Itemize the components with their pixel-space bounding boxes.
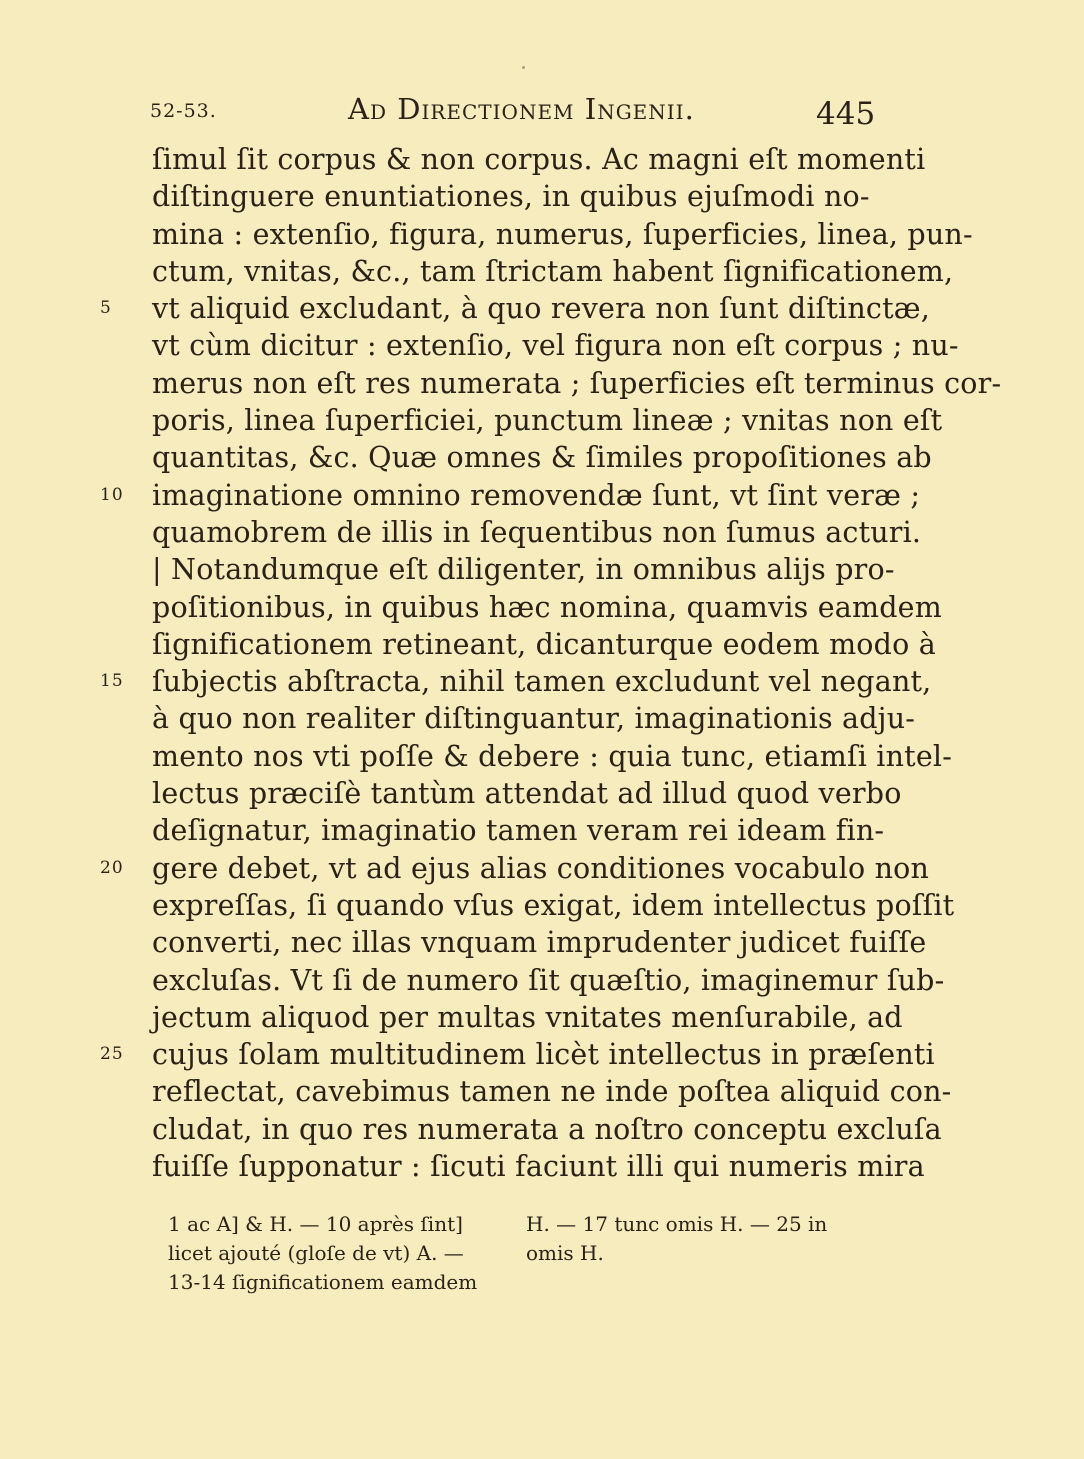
text-line <box>152 700 916 737</box>
text-line <box>152 812 885 849</box>
line-text: poſitionibus, in quibus hæc nomina, quamvis eamdem <box>152 590 942 624</box>
text-line <box>152 402 943 439</box>
line-text: à quo non realiter diſtinguantur, imaginationis adju- <box>152 702 916 736</box>
line-text: poris, linea ſuperficiei, punctum lineæ ; vnitas non eſt <box>152 404 943 438</box>
text-line <box>152 738 953 775</box>
line-text: ſimul ſit corpus & non corpus. Ac magni eſt momenti <box>152 143 926 176</box>
text-line <box>152 924 927 961</box>
line-number: 15 <box>100 671 124 692</box>
line-text: mina : extenſio, figura, numerus, ſuperficies, linea, pun- <box>152 217 973 251</box>
text-line <box>100 663 932 700</box>
text-line <box>152 178 870 215</box>
line-text: reflectat, cavebimus tamen ne inde poſtea aliquid con- <box>152 1075 952 1109</box>
line-text: cujus ſolam multitudinem licèt intellectus in præſenti <box>152 1038 935 1072</box>
line-text: excluſas. Vt ſi de numero ſit quæſtio, imaginemur ſub- <box>152 963 945 997</box>
main-text <box>100 141 1002 1185</box>
line-text: merus non eſt res numerata ; ſuperficies eſt terminus cor- <box>152 366 1002 400</box>
text-line <box>152 141 926 178</box>
line-text: cludat, in quo res numerata a noſtro conceptu excluſa <box>152 1112 942 1146</box>
line-text: converti, nec illas vnquam imprudenter judicet fuiſſe <box>152 926 927 960</box>
footnote-line: H. — 17 tunc omis H. — 25 in <box>526 1212 828 1236</box>
header-page-range: 52-53. <box>150 100 217 122</box>
line-text: expreſſas, ſi quando vſus exigat, idem intellectus poſſit <box>152 888 955 922</box>
footnote-line: licet ajouté (gloſe de vt) A. — <box>168 1241 464 1265</box>
text-line <box>152 365 1002 402</box>
line-number: 20 <box>100 857 124 878</box>
text-line <box>152 514 922 551</box>
text-line <box>152 216 973 253</box>
text-line <box>152 327 959 364</box>
line-number: 10 <box>100 484 124 505</box>
page-speck <box>522 66 525 69</box>
line-text: ſignificationem retineant, dicanturque eodem modo à <box>152 627 936 661</box>
footnotes-left-column <box>168 1210 490 1297</box>
page-number: 445 <box>816 96 876 132</box>
text-line <box>152 1111 942 1148</box>
text-line <box>152 775 902 812</box>
text-line <box>100 290 930 327</box>
footnotes-right-column <box>526 1210 866 1268</box>
text-line <box>100 1036 935 1073</box>
line-number: 25 <box>100 1044 124 1065</box>
running-title: Ad Directionem Ingenii. <box>348 92 695 126</box>
line-text: ctum, vnitas, &c., tam ſtrictam habent ſignificationem, <box>152 254 954 288</box>
text-line <box>152 439 932 476</box>
line-text: diſtinguere enuntiationes, in quibus ejuſmodi no- <box>152 180 870 214</box>
text-line <box>152 887 955 924</box>
line-text: quantitas, &c. Quæ omnes & ſimiles propoſitiones ab <box>152 441 932 475</box>
text-line <box>152 1073 952 1110</box>
line-number: 5 <box>100 298 112 319</box>
line-text: jectum aliquod per multas vnitates menſurabile, ad <box>152 1000 903 1034</box>
line-text: mento nos vti poſſe & debere : quia tunc, etiamſi intel- <box>152 739 953 773</box>
text-line <box>152 999 903 1036</box>
line-text: lectus præciſè tantùm attendat ad illud quod verbo <box>152 777 902 811</box>
line-text: deſignatur, imaginatio tamen veram rei ideam fin- <box>152 814 885 848</box>
text-line <box>152 551 895 588</box>
text-line <box>152 626 936 663</box>
line-text: imaginatione omnino removendæ ſunt, vt ſint veræ ; <box>152 478 921 512</box>
line-text: fuiſſe ſupponatur : ſicuti faciunt illi qui numeris mira <box>152 1150 925 1184</box>
line-text: vt aliquid excludant, à quo revera non ſunt diſtinctæ, <box>152 292 930 326</box>
line-text: ſubjectis abſtracta, nihil tamen excludunt vel negant, <box>152 665 932 699</box>
text-line <box>152 962 945 999</box>
text-line <box>100 477 921 514</box>
line-text: vt cùm dicitur : extenſio, vel figura non eſt corpus ; nu- <box>152 329 959 363</box>
text-line <box>152 253 954 290</box>
line-text: gere debet, vt ad ejus alias conditiones vocabulo non <box>152 851 930 885</box>
footnote-line: 13-14 ſignificationem eamdem <box>168 1270 478 1294</box>
text-line <box>152 589 942 626</box>
text-line <box>152 1148 925 1185</box>
footnote-line: omis H. <box>526 1241 604 1265</box>
text-line <box>100 850 930 887</box>
footnote-line: 1 ac A] & H. — 10 après ſint] <box>168 1212 463 1236</box>
line-text: quamobrem de illis in ſequentibus non ſumus acturi. <box>152 515 922 549</box>
line-text: | Notandumque eſt diligenter, in omnibus alijs pro- <box>152 553 895 587</box>
